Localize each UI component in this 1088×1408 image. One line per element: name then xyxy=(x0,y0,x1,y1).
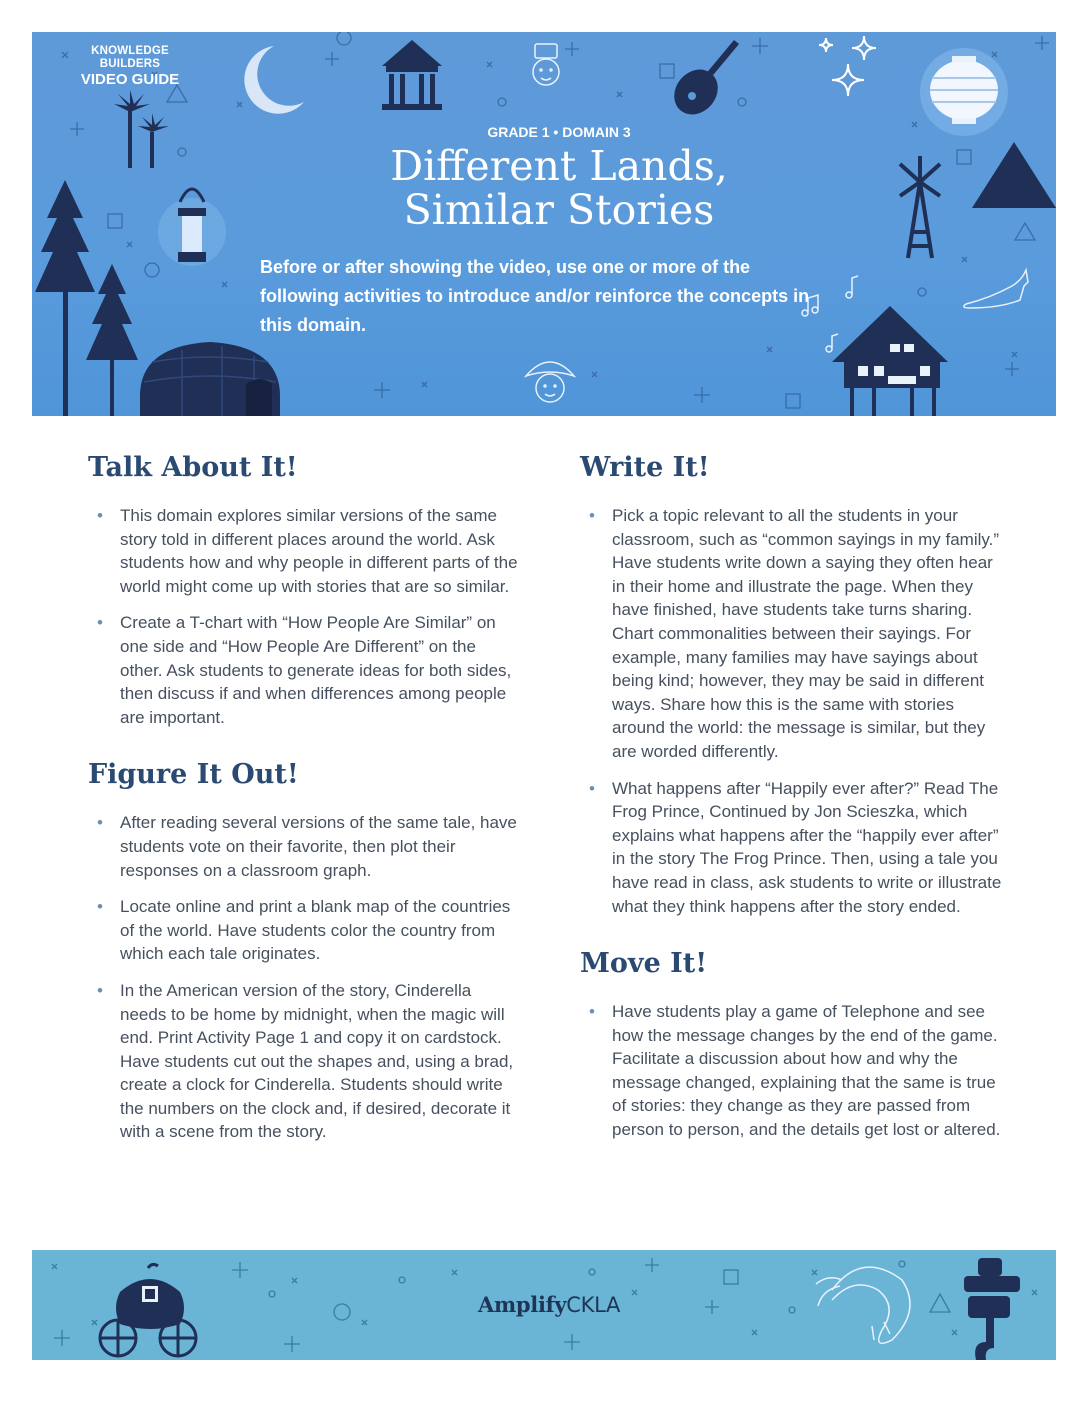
list-item: • Have students play a game of Telephone and see how the message changes by the end of the game. Facilitate a discussion about how and why the message changed, explaining that the same is true of stories: they change as they are passed from person to person, and the details get lost or altered. xyxy=(580,1000,1010,1142)
lute-icon xyxy=(665,40,739,123)
section-heading-talk: Talk About It! xyxy=(88,452,298,483)
grade-domain-label: GRADE 1 • DOMAIN 3 xyxy=(487,124,631,140)
title-line-1: Different Lands, xyxy=(390,142,728,190)
page-title xyxy=(282,144,836,232)
list-item: • In the American version of the story, Cinderella needs to be home by midnight, when the magic will end. Print Activity Page 1 and copy it on cardstock. Have students cut out the shapes and, using a brad, create a clock for Cinderella. Students should write the numbers on the clock and, if desired, decorate it with a scene from the story. xyxy=(88,979,518,1144)
series-line-2: VIDEO GUIDE xyxy=(80,71,180,89)
list-item: • Pick a topic relevant to all the students in your classroom, such as “common sayings in my family.” Have students write down a saying they often hear in their home and illustrate the page. When they have finished, have students take turns sharing. Chart commonalities between their sayings. For example, many families may have sayings about being kind; however, they may be said in different ways. Share how this is the same with stories around the world: the message is similar, but they are worded differently. xyxy=(580,504,1010,764)
intro-text: Before or after showing the video, use one or more of the following activities to introduce and/or reinforce the concepts in this domain. xyxy=(260,257,810,335)
glass-slipper-icon xyxy=(964,270,1028,308)
figure-list xyxy=(88,811,518,1144)
star-icons xyxy=(819,36,876,96)
right-column xyxy=(580,448,1010,1168)
left-column xyxy=(88,448,518,1170)
stilt-house-icon xyxy=(832,306,948,416)
amplify-ckla-logo xyxy=(478,1292,620,1317)
pumpkin-carriage-icon xyxy=(100,1264,196,1356)
igloo-icon xyxy=(140,342,280,416)
list-item: • This domain explores similar versions of the same story told in different places around the world. Ask students how and why people in different parts of the world might come up with stories that are so similar. xyxy=(88,504,518,598)
list-item: • After reading several versions of the same tale, have students vote on their favorite, then plot their responses on a classroom graph. xyxy=(88,811,518,882)
section-heading-figure: Figure It Out! xyxy=(88,759,299,791)
talk-list xyxy=(88,504,518,729)
header-banner xyxy=(32,32,1056,416)
oil-lantern-icon xyxy=(158,189,226,266)
palm-tree-icon xyxy=(114,90,169,168)
pavilion-icon xyxy=(382,40,442,110)
pyramid-icon xyxy=(972,142,1056,208)
move-list xyxy=(580,1000,1010,1142)
pharaoh-face-icon xyxy=(533,44,559,85)
list-item: • Locate online and print a blank map of the countries of the world. Have students color the country from which each tale originates. xyxy=(88,895,518,966)
list-item: • Create a T-chart with “How People Are Similar” on one side and “How People Are Different” on the other. Ask students to generate ideas for both sides, then discuss if and when differences among people are important. xyxy=(88,611,518,729)
moon-icon xyxy=(244,46,304,114)
windmill-icon xyxy=(900,156,940,258)
footer-banner xyxy=(32,1250,1056,1360)
turban-face-icon xyxy=(526,362,574,402)
section-heading-move: Move It! xyxy=(580,948,708,980)
logo-ckla: CKLA xyxy=(566,1293,621,1317)
logo-amplify: Amplify xyxy=(478,1292,567,1317)
write-list xyxy=(580,504,1010,918)
mailbox-post-icon xyxy=(964,1258,1020,1360)
section-heading-write: Write It! xyxy=(580,452,710,483)
shrimp-icon xyxy=(816,1267,910,1343)
series-label xyxy=(70,45,190,89)
series-line-1: KNOWLEDGE BUILDERS xyxy=(91,45,169,71)
title-line-2: Similar Stories xyxy=(403,186,715,234)
list-item: • What happens after “Happily ever after?” Read The Frog Prince, Continued by Jon Scieszka, which explains what happens after the “happily ever after” in the story The Frog Prince. Then, using a tale you have read in class, ask students to write or illustrate what they think happens after the story ended. xyxy=(580,777,1010,919)
paper-lantern-icon xyxy=(920,48,1008,136)
